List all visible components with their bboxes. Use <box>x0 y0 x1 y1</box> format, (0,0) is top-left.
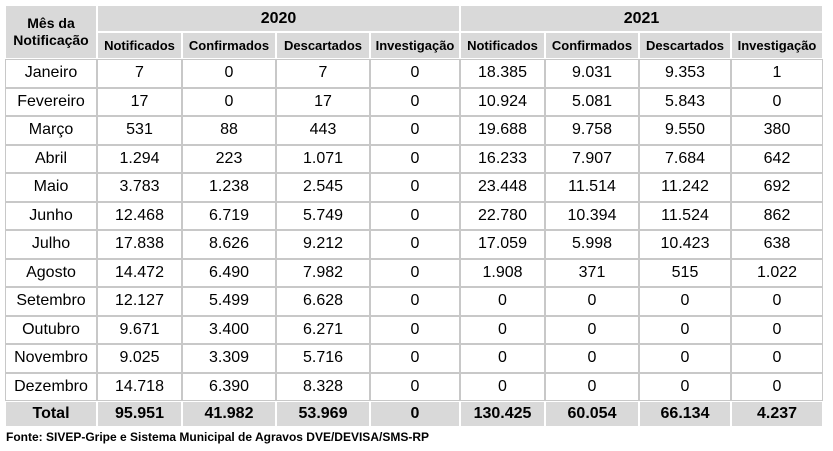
descartados-2020-cell: 17 <box>277 89 369 116</box>
confirmados-2021-cell: 9.031 <box>546 60 638 87</box>
investigacao-2021-cell: 1.022 <box>732 260 822 287</box>
notificados-2020-cell: 12.127 <box>98 288 181 315</box>
month-cell: Dezembro <box>6 374 96 401</box>
descartados-2021-cell: 5.843 <box>640 89 730 116</box>
notificados-2020-cell: 9.025 <box>98 345 181 372</box>
month-cell: Maio <box>6 174 96 201</box>
table-row <box>6 174 822 201</box>
descartados-2020-cell: 6.628 <box>277 288 369 315</box>
investigacao-2021-cell: 862 <box>732 203 822 230</box>
total-descartados-2021-cell: 66.134 <box>640 402 730 426</box>
notificados-2021-cell: 16.233 <box>461 146 544 173</box>
month-cell: Junho <box>6 203 96 230</box>
month-cell: Janeiro <box>6 60 96 87</box>
confirmados-2021-cell: 371 <box>546 260 638 287</box>
descartados-2021-cell: 0 <box>640 317 730 344</box>
col-header-notificados-2020: Notificados <box>98 33 181 58</box>
confirmados-2021-cell: 0 <box>546 317 638 344</box>
confirmados-2020-cell: 5.499 <box>183 288 275 315</box>
total-investigacao-2021-cell: 4.237 <box>732 402 822 426</box>
investigacao-2020-cell: 0 <box>371 260 459 287</box>
total-investigacao-2020-cell: 0 <box>371 402 459 426</box>
notificados-2021-cell: 1.908 <box>461 260 544 287</box>
investigacao-2020-cell: 0 <box>371 203 459 230</box>
col-header-descartados-2021: Descartados <box>640 33 730 58</box>
month-cell: Setembro <box>6 288 96 315</box>
confirmados-2021-cell: 0 <box>546 345 638 372</box>
investigacao-2020-cell: 0 <box>371 174 459 201</box>
investigacao-2020-cell: 0 <box>371 117 459 144</box>
descartados-2020-cell: 6.271 <box>277 317 369 344</box>
col-header-investigacao-2020: Investigação <box>371 33 459 58</box>
descartados-2020-cell: 7 <box>277 60 369 87</box>
total-confirmados-2020-cell: 41.982 <box>183 402 275 426</box>
descartados-2020-cell: 8.328 <box>277 374 369 401</box>
descartados-2021-cell: 7.684 <box>640 146 730 173</box>
table-row <box>6 374 822 401</box>
notification-table <box>4 4 824 428</box>
descartados-2021-cell: 11.242 <box>640 174 730 201</box>
table-body <box>6 60 822 426</box>
confirmados-2021-cell: 9.758 <box>546 117 638 144</box>
year-2020-header: 2020 <box>98 6 459 31</box>
col-header-descartados-2020: Descartados <box>277 33 369 58</box>
descartados-2021-cell: 9.353 <box>640 60 730 87</box>
investigacao-2020-cell: 0 <box>371 231 459 258</box>
descartados-2020-cell: 7.982 <box>277 260 369 287</box>
confirmados-2021-cell: 7.907 <box>546 146 638 173</box>
col-header-confirmados-2021: Confirmados <box>546 33 638 58</box>
total-label-cell: Total <box>6 402 96 426</box>
table-row <box>6 317 822 344</box>
investigacao-2021-cell: 0 <box>732 374 822 401</box>
confirmados-2020-cell: 0 <box>183 60 275 87</box>
investigacao-2021-cell: 380 <box>732 117 822 144</box>
notificados-2021-cell: 18.385 <box>461 60 544 87</box>
notificados-2021-cell: 17.059 <box>461 231 544 258</box>
notificados-2020-cell: 3.783 <box>98 174 181 201</box>
confirmados-2020-cell: 6.390 <box>183 374 275 401</box>
notificados-2021-cell: 0 <box>461 345 544 372</box>
notificados-2020-cell: 14.718 <box>98 374 181 401</box>
confirmados-2021-cell: 5.998 <box>546 231 638 258</box>
investigacao-2021-cell: 0 <box>732 288 822 315</box>
month-column-header: Mês da Notificação <box>6 6 96 58</box>
col-header-confirmados-2020: Confirmados <box>183 33 275 58</box>
investigacao-2021-cell: 0 <box>732 317 822 344</box>
investigacao-2020-cell: 0 <box>371 146 459 173</box>
col-header-investigacao-2021: Investigação <box>732 33 822 58</box>
descartados-2020-cell: 5.749 <box>277 203 369 230</box>
confirmados-2020-cell: 3.309 <box>183 345 275 372</box>
notificados-2021-cell: 0 <box>461 317 544 344</box>
investigacao-2021-cell: 692 <box>732 174 822 201</box>
total-row <box>6 402 822 426</box>
investigacao-2020-cell: 0 <box>371 345 459 372</box>
month-cell: Março <box>6 117 96 144</box>
notificados-2020-cell: 12.468 <box>98 203 181 230</box>
table-row <box>6 203 822 230</box>
investigacao-2021-cell: 642 <box>732 146 822 173</box>
table-row <box>6 89 822 116</box>
confirmados-2021-cell: 10.394 <box>546 203 638 230</box>
confirmados-2020-cell: 88 <box>183 117 275 144</box>
table-row <box>6 117 822 144</box>
confirmados-2021-cell: 5.081 <box>546 89 638 116</box>
descartados-2020-cell: 5.716 <box>277 345 369 372</box>
notificados-2021-cell: 0 <box>461 288 544 315</box>
descartados-2020-cell: 9.212 <box>277 231 369 258</box>
investigacao-2021-cell: 0 <box>732 89 822 116</box>
notificados-2020-cell: 17 <box>98 89 181 116</box>
table-row <box>6 60 822 87</box>
investigacao-2020-cell: 0 <box>371 288 459 315</box>
descartados-2021-cell: 0 <box>640 345 730 372</box>
confirmados-2020-cell: 0 <box>183 89 275 116</box>
notificados-2021-cell: 0 <box>461 374 544 401</box>
descartados-2020-cell: 2.545 <box>277 174 369 201</box>
descartados-2021-cell: 11.524 <box>640 203 730 230</box>
notificados-2020-cell: 9.671 <box>98 317 181 344</box>
confirmados-2020-cell: 3.400 <box>183 317 275 344</box>
month-cell: Outubro <box>6 317 96 344</box>
total-confirmados-2021-cell: 60.054 <box>546 402 638 426</box>
notificados-2020-cell: 14.472 <box>98 260 181 287</box>
month-cell: Abril <box>6 146 96 173</box>
table-row <box>6 260 822 287</box>
descartados-2021-cell: 0 <box>640 288 730 315</box>
confirmados-2020-cell: 223 <box>183 146 275 173</box>
investigacao-2020-cell: 0 <box>371 317 459 344</box>
descartados-2020-cell: 1.071 <box>277 146 369 173</box>
total-descartados-2020-cell: 53.969 <box>277 402 369 426</box>
confirmados-2021-cell: 0 <box>546 288 638 315</box>
notificados-2021-cell: 19.688 <box>461 117 544 144</box>
investigacao-2020-cell: 0 <box>371 60 459 87</box>
investigacao-2020-cell: 0 <box>371 89 459 116</box>
notificados-2021-cell: 10.924 <box>461 89 544 116</box>
confirmados-2020-cell: 1.238 <box>183 174 275 201</box>
table-row <box>6 146 822 173</box>
month-cell: Novembro <box>6 345 96 372</box>
source-note: Fonte: SIVEP-Gripe e Sistema Municipal de Agravos DVE/DEVISA/SMS-RP <box>6 430 429 444</box>
notificados-2020-cell: 17.838 <box>98 231 181 258</box>
confirmados-2021-cell: 0 <box>546 374 638 401</box>
notificados-2020-cell: 531 <box>98 117 181 144</box>
descartados-2021-cell: 515 <box>640 260 730 287</box>
notificados-2020-cell: 1.294 <box>98 146 181 173</box>
confirmados-2020-cell: 6.719 <box>183 203 275 230</box>
month-cell: Julho <box>6 231 96 258</box>
investigacao-2021-cell: 0 <box>732 345 822 372</box>
investigacao-2021-cell: 638 <box>732 231 822 258</box>
confirmados-2020-cell: 8.626 <box>183 231 275 258</box>
year-2021-header: 2021 <box>461 6 822 31</box>
confirmados-2021-cell: 11.514 <box>546 174 638 201</box>
table-row <box>6 231 822 258</box>
descartados-2021-cell: 9.550 <box>640 117 730 144</box>
notificados-2021-cell: 22.780 <box>461 203 544 230</box>
confirmados-2020-cell: 6.490 <box>183 260 275 287</box>
descartados-2021-cell: 0 <box>640 374 730 401</box>
total-notificados-2020-cell: 95.951 <box>98 402 181 426</box>
table-row <box>6 288 822 315</box>
month-cell: Fevereiro <box>6 89 96 116</box>
descartados-2021-cell: 10.423 <box>640 231 730 258</box>
col-header-notificados-2021: Notificados <box>461 33 544 58</box>
notificados-2021-cell: 23.448 <box>461 174 544 201</box>
table-row <box>6 345 822 372</box>
total-notificados-2021-cell: 130.425 <box>461 402 544 426</box>
notificados-2020-cell: 7 <box>98 60 181 87</box>
investigacao-2021-cell: 1 <box>732 60 822 87</box>
notification-table-container <box>4 4 824 428</box>
month-cell: Agosto <box>6 260 96 287</box>
descartados-2020-cell: 443 <box>277 117 369 144</box>
subheader-row <box>6 33 822 58</box>
investigacao-2020-cell: 0 <box>371 374 459 401</box>
